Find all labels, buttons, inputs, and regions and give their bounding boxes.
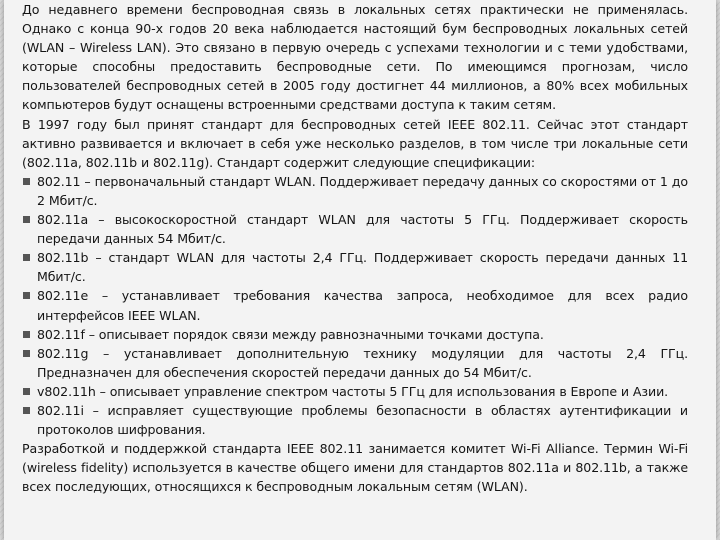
- list-item-text: v802.11h – описывает управление спектром частоты 5 ГГц для использования в Европе и Азии.: [37, 383, 669, 399]
- list-item-text: 802.11e – устанавливает требования качества запроса, необходимое для всех радио интерфейсов IEEE WLAN.: [37, 288, 688, 323]
- slide-page: [4, 0, 716, 540]
- list-item: [22, 325, 688, 344]
- closing-paragraph: Разработкой и поддержкой стандарта IEEE 802.11 занимается комитет Wi-Fi Alliance. Термин Wi-Fi (wireless fidelity) используется в качестве общего имени для стандартов 802.11a и 802.11b, а также всех последующих, относящихся к беспроводным локальным сетям (WLAN).: [22, 441, 688, 495]
- list-item: [22, 248, 688, 286]
- list-item: [22, 210, 688, 248]
- bullet-icon: [23, 254, 30, 261]
- list-item: [22, 344, 688, 382]
- list-item-text: 802.11b – стандарт WLAN для частоты 2,4 ГГц. Поддерживает скорость передачи данных 11 Мбит/с.: [37, 250, 688, 285]
- bullet-icon: [23, 292, 30, 299]
- slide-text: [22, 0, 688, 496]
- list-item: [22, 401, 688, 439]
- list-item-text: 802.11f – описывает порядок связи между равнозначными точками доступа.: [37, 326, 544, 342]
- bullet-icon: [23, 350, 30, 357]
- list-item-text: 802.11i – исправляет существующие проблемы безопасности в областях аутентификации и протоколов шифрования.: [37, 402, 688, 438]
- bullet-icon: [23, 178, 30, 185]
- list-item-text: 802.11a – высокоскоростной стандарт WLAN для частоты 5 ГГц. Поддерживает скорость передачи данных 54 Мбит/с.: [37, 212, 688, 247]
- spec-list: [22, 172, 688, 439]
- bullet-icon: [23, 388, 30, 395]
- list-item-text: 802.11 – первоначальный стандарт WLAN. Поддерживает передачу данных со скоростями от 1 до 2 Мбит/с.: [37, 173, 688, 208]
- intro-paragraph: До недавнего времени беспроводная связь в локальных сетях практически не применялась. Однако с конца 90-х годов 20 века наблюдается настоящий бум беспроводных локальных сетей (WLAN – Wireless LAN). Это связано в первую очередь с успехами технологии и с теми удобствами, которые способны предоставить беспроводные сети. По имеющимся прогнозам, число пользователей беспроводных сетей в 2005 году достигнет 44 миллионов, а 80% всех мобильных компьютеров будут оснащены встроенными средствами доступа к таким сетям.: [22, 2, 688, 113]
- bullet-icon: [23, 331, 30, 338]
- bullet-icon: [23, 216, 30, 223]
- list-item: [22, 382, 688, 401]
- list-item: [22, 172, 688, 210]
- list-item-text: 802.11g – устанавливает дополнительную технику модуляции для частоты 2,4 ГГц. Предназначен для обеспечения скоростей передачи данных до 54 Мбит/с.: [37, 345, 688, 380]
- list-item: [22, 286, 688, 324]
- bullet-icon: [23, 407, 30, 414]
- standard-paragraph: В 1997 году был принят стандарт для беспроводных сетей IEEE 802.11. Сейчас этот стандарт активно развивается и включает в себя уже несколько разделов, в том числе три локальные сети (802.11a, 802.11b и 802.11g). Стандарт содержит следующие спецификации:: [22, 116, 688, 170]
